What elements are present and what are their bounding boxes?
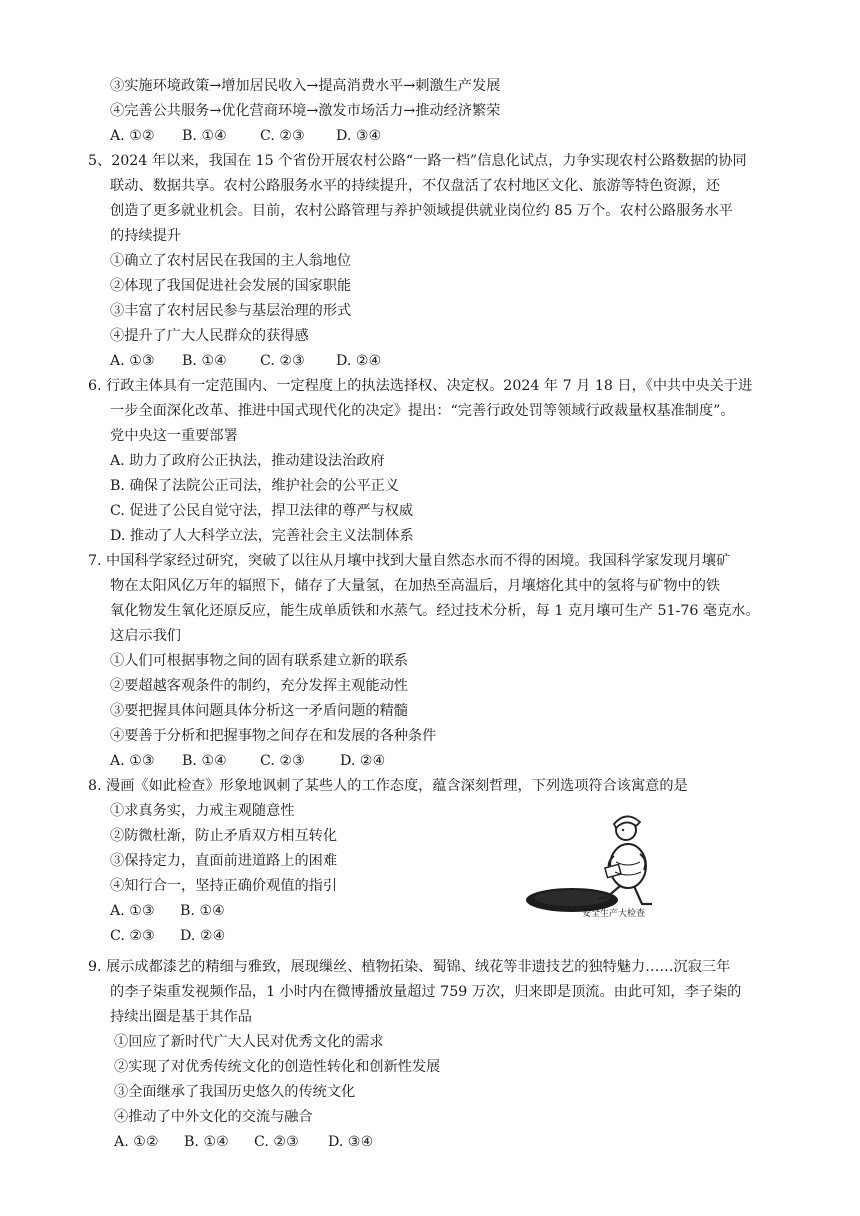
q9-stem-line: 持续出圈是基于其作品 (110, 1009, 252, 1025)
option-a: A. ①③ (110, 753, 155, 769)
q6-choice-b: B. 确保了法院公正司法，维护社会的公平正义 (110, 478, 400, 494)
q5-item: ①确立了农村居民在我国的主人翁地位 (110, 253, 352, 269)
q5-item: ②体现了我国促进社会发展的国家职能 (110, 278, 352, 294)
option-d: D. ③④ (328, 1134, 374, 1150)
q6-stem-line: 6. 行政主体具有一定范围内、一定程度上的执法选择权、决定权。2024 年 7 月 18 日，《中共中央关于进 (88, 378, 753, 394)
q5-stem-line: 联动、数据共享。农村公路服务水平的持续提升，不仅盘活了农村地区文化、旅游等特色资源，还 (110, 178, 721, 194)
q8-item: ②防微杜渐，防止矛盾双方相互转化 (110, 828, 338, 844)
q8-item: ①求真务实，力戒主观随意性 (110, 803, 295, 819)
option-d: D. ②④ (340, 753, 386, 769)
q5-item: ③丰富了农村居民参与基层治理的形式 (110, 303, 352, 319)
option-c: C. ②③ (260, 753, 305, 769)
option-b: B. ①④ (180, 903, 225, 919)
q4-item-4: ④完善公共服务→优化营商环境→激发市场活力→推动经济繁荣 (110, 103, 501, 119)
option-b: B. ①④ (182, 128, 227, 144)
q6-choice-d: D. 推动了人大科学立法，完善社会主义法制体系 (110, 528, 414, 544)
q7-stem-line: 物在太阳风亿万年的辐照下，储存了大量氢，在加热至高温后，月壤熔化其中的氢将与矿物中的铁 (110, 578, 721, 594)
q8-item: ③保持定力，直面前进道路上的困难 (110, 853, 338, 869)
option-c: C. ②③ (254, 1134, 299, 1150)
option-b: B. ①④ (184, 1134, 229, 1150)
q6-stem-line: 一步全面深化改革、推进中国式现代化的决定》提出：“完善行政处罚等领域行政裁量权基准制度”。 (110, 403, 735, 419)
option-b: B. ①④ (182, 753, 227, 769)
option-a: A. ①② (110, 128, 155, 144)
q8-options-row2 (110, 926, 225, 946)
option-a: A. ①② (114, 1134, 159, 1150)
option-c: C. ②③ (260, 128, 305, 144)
q7-item: ①人们可根据事物之间的固有联系建立新的联系 (110, 653, 408, 669)
inspector-cartoon-icon (520, 800, 670, 920)
option-a: A. ①③ (110, 903, 155, 919)
q9-options (114, 1132, 373, 1152)
q8-stem: 8. 漫画《如此检查》形象地讽刺了某些人的工作态度，蕴含深刻哲理，下列选项符合该寓意的是 (88, 778, 688, 794)
q7-item: ②要超越客观条件的制约，充分发挥主观能动性 (110, 678, 408, 694)
option-d: D. ②④ (180, 928, 226, 944)
q5-stem-line: 创造了更多就业机会。目前，农村公路管理与养护领域提供就业岗位约 85 万个。农村公路服务水平 (110, 203, 733, 219)
q6-choice-c: C. 促进了公民自觉守法，捍卫法律的尊严与权威 (110, 503, 414, 519)
cartoon-illustration (520, 800, 670, 920)
q7-stem-line: 7. 中国科学家经过研究，突破了以往从月壤中找到大量自然态水而不得的困境。我国科学家发现月壤矿 (88, 553, 731, 569)
q9-stem-line: 的李子柒重发视频作品，1 小时内在微博播放量超过 759 万次，归来即是顶流。由此可知，李子柒的 (110, 984, 742, 1000)
option-c: C. ②③ (260, 353, 305, 369)
q5-stem-line: 的持续提升 (110, 228, 181, 244)
q5-stem-line: 5、2024 年以来，我国在 15 个省份开展农村公路“一路一档”信息化试点，力争实现农村公路数据的协同 (88, 153, 747, 169)
cartoon-caption: 安全生产大检查 (582, 909, 646, 919)
q8-options-row1 (110, 901, 225, 921)
q5-options (110, 351, 381, 371)
q9-item: ④推动了中外文化的交流与融合 (114, 1109, 313, 1125)
option-d: D. ②④ (336, 353, 382, 369)
q7-item: ④要善于分析和把握事物之间存在和发展的各种条件 (110, 728, 437, 744)
q4-item-3: ③实施环境政策→增加居民收入→提高消费水平→刺激生产发展 (110, 78, 501, 94)
option-c: C. ②③ (110, 928, 155, 944)
q4-options (110, 126, 381, 146)
q5-item: ④提升了广大人民群众的获得感 (110, 328, 309, 344)
q9-item: ③全面继承了我国历史悠久的传统文化 (114, 1084, 356, 1100)
option-a: A. ①③ (110, 353, 155, 369)
q7-item: ③要把握具体问题具体分析这一矛盾问题的精髓 (110, 703, 408, 719)
q6-stem-line: 党中央这一重要部署 (110, 428, 238, 444)
q8-item: ④知行合一，坚持正确价观值的指引 (110, 878, 338, 894)
q6-choice-a: A. 助力了政府公正执法，推动建设法治政府 (110, 453, 385, 469)
q9-stem-line: 9. 展示成都漆艺的精细与雅致，展现缫丝、植物拓染、蜀锦、绒花等非遗技艺的独特魅力……沉寂三年 (88, 959, 731, 975)
q7-stem-line: 氧化物发生氧化还原反应，能生成单质铁和水蒸气。经过技术分析，每 1 克月壤可生产 51-76 毫克水。 (110, 603, 760, 619)
option-d: D. ③④ (336, 128, 382, 144)
q7-stem-line: 这启示我们 (110, 628, 181, 644)
option-b: B. ①④ (182, 353, 227, 369)
q9-item: ①回应了新时代广大人民对优秀文化的需求 (114, 1034, 384, 1050)
q7-options (110, 751, 385, 771)
q9-item: ②实现了对优秀传统文化的创造性转化和创新性发展 (114, 1059, 441, 1075)
